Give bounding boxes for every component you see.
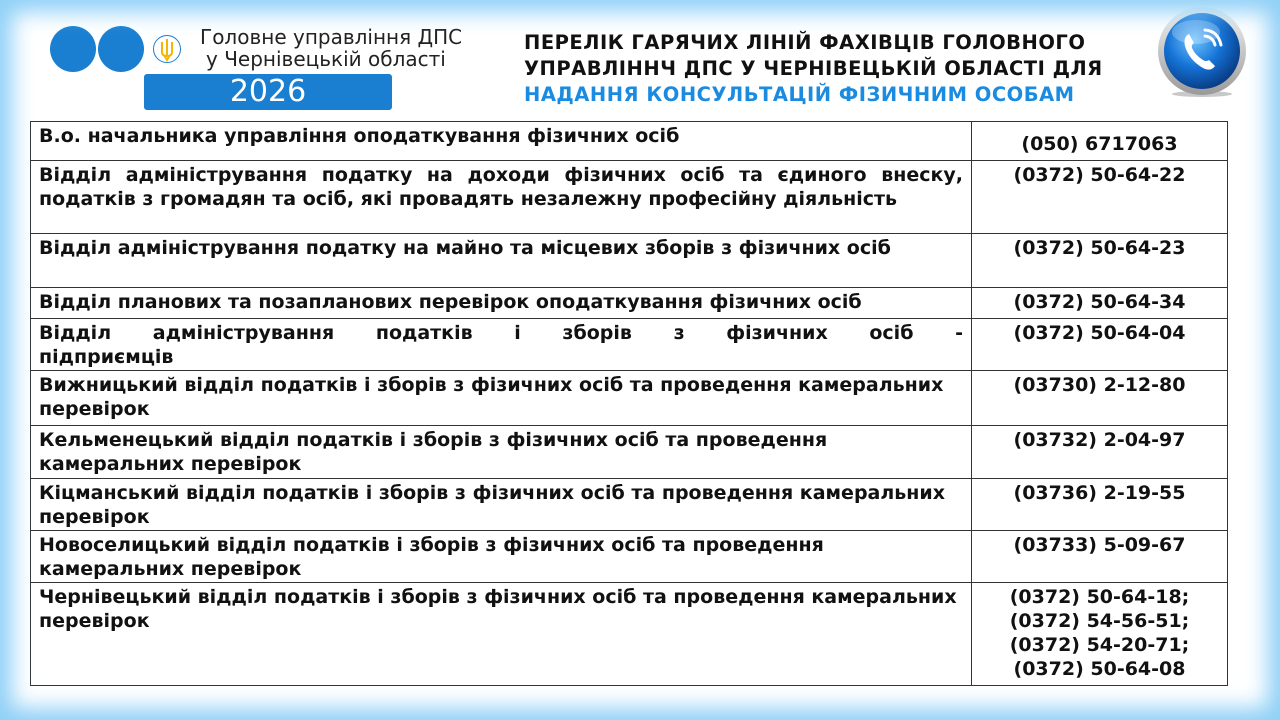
- phone-number: (0372) 54-20-71;: [1009, 634, 1190, 656]
- table-row: [31, 583, 1228, 686]
- phone-cell: [972, 583, 1228, 686]
- table-row: [31, 479, 1228, 531]
- phone-number: (0372) 50-64-22: [1013, 164, 1186, 186]
- phone-number: (03736) 2-19-55: [1013, 482, 1186, 504]
- table-row: [31, 122, 1228, 161]
- phone-cell: [972, 319, 1228, 371]
- phone-number: (03730) 2-12-80: [1013, 374, 1186, 396]
- tryzub-icon: [144, 26, 190, 72]
- department-cell: Відділ планових та позапланових перевірок оподаткування фізичних осіб: [31, 288, 972, 319]
- phone-cell: [972, 288, 1228, 319]
- phone-number: (03732) 2-04-97: [1013, 429, 1186, 451]
- phone-cell: [972, 426, 1228, 479]
- hotlines-table: [30, 121, 1228, 686]
- phone-number: (0372) 50-64-04: [1013, 322, 1186, 344]
- table-row: [31, 161, 1228, 234]
- page-title-line1: ПЕРЕЛІК ГАРЯЧИХ ЛІНІЙ ФАХІВЦІВ ГОЛОВНОГО: [524, 31, 1086, 54]
- table-row: [31, 288, 1228, 319]
- phone-number: (0372) 54-56-51;: [1009, 610, 1190, 632]
- phone-number: (0372) 50-64-23: [1013, 237, 1186, 259]
- phone-cell: [972, 371, 1228, 426]
- page-title: [524, 30, 1164, 108]
- department-cell: Новоселицький відділ податків і зборів з фізичних осіб та проведення камеральних перевірок: [31, 531, 972, 583]
- table-row: [31, 426, 1228, 479]
- org-name-line1: Головне управління ДПС: [200, 25, 463, 49]
- phone-cell: [972, 122, 1228, 161]
- phone-icon: [1156, 6, 1248, 98]
- department-cell: Чернівецький відділ податків і зборів з фізичних осіб та проведення камеральних перевірок: [31, 583, 972, 686]
- page-title-line2: УПРАВЛІННЧ ДПС У ЧЕРНІВЕЦЬКІЙ ОБЛАСТІ ДЛЯ: [524, 57, 1103, 80]
- department-cell: Вижницький відділ податків і зборів з фізичних осіб та проведення камеральних перевірок: [31, 371, 972, 426]
- phone-number: (050) 6717063: [1021, 133, 1178, 155]
- department-cell: Кельменецький відділ податків і зборів з фізичних осіб та проведення камеральних перевірок: [31, 426, 972, 479]
- table-row: [31, 319, 1228, 371]
- phone-number: (0372) 50-64-08: [1013, 658, 1186, 680]
- page-title-line3: НАДАННЯ КОНСУЛЬТАЦІЙ ФІЗИЧНИМ ОСОБАМ: [524, 83, 1075, 106]
- phone-cell: [972, 479, 1228, 531]
- department-cell: В.о. начальника управління оподаткування фізичних осіб: [31, 122, 972, 161]
- table-row: [31, 371, 1228, 426]
- phone-cell: [972, 161, 1228, 234]
- phone-cell: [972, 234, 1228, 288]
- phone-number: (0372) 50-64-18;: [1009, 586, 1190, 608]
- phone-cell: [972, 531, 1228, 583]
- table-row: [31, 234, 1228, 288]
- department-cell: Відділ адміністрування податків і зборів з фізичних осіб - підприємців: [31, 319, 972, 371]
- department-cell: Відділ адміністрування податку на майно та місцевих зборів з фізичних осіб: [31, 234, 972, 288]
- phone-number: (03733) 5-09-67: [1013, 534, 1186, 556]
- logo-circle-middle: [98, 26, 144, 72]
- logo-circle-left: [50, 26, 96, 72]
- org-name: [200, 26, 470, 70]
- department-cell: Кіцманський відділ податків і зборів з фізичних осіб та проведення камеральних перевірок: [31, 479, 972, 531]
- table-row: [31, 531, 1228, 583]
- phone-number: (0372) 50-64-34: [1013, 291, 1186, 313]
- department-cell: Відділ адміністрування податку на доходи фізичних осіб та єдиного внеску, податків з громадян та осіб, які провадять незалежну професійну діяльність: [31, 161, 972, 234]
- year-badge: 2026: [144, 74, 392, 110]
- org-name-line2: у Чернівецькій області: [206, 47, 446, 71]
